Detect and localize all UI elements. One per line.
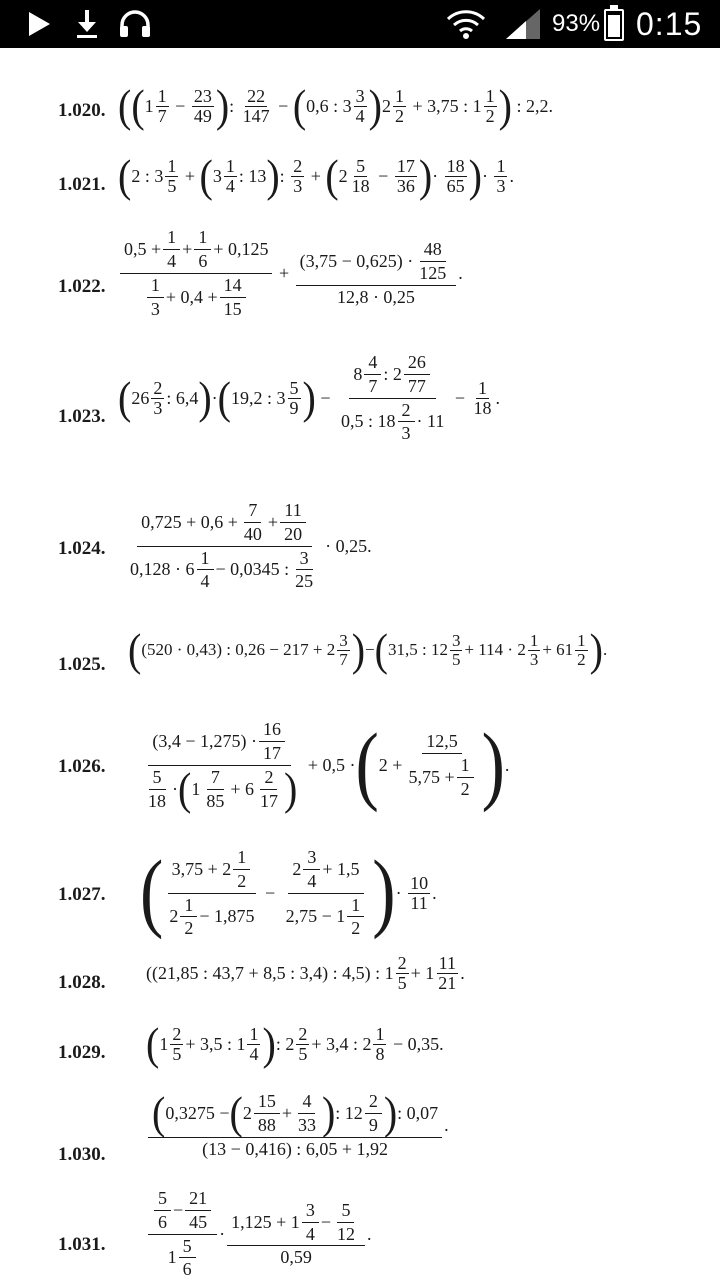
- problem-number: 1.026.: [58, 756, 106, 777]
- problem-number: 1.021.: [58, 174, 106, 195]
- problem-number: 1.028.: [58, 972, 106, 993]
- problem-number: 1.031.: [58, 1234, 106, 1255]
- problem-number: 1.022.: [58, 276, 106, 297]
- expression: ( ( 1 $\frac{1}{7}$ − $\frac{23}{49}$ ) : $\frac{22}{147}$ − ( 0,6 : 3 $\frac{3}{4}$ ) 2 $\frac{1}{2}$ + 3,75 : 1 $\frac{1}{2}$ ) : 2,2.: [118, 79, 553, 132]
- expression: 0,725 + 0,6 + $\frac{7}{40}$ + $\frac{11}{20}$ 0,128 · 6 $\frac{1}{4}$ − 0,0345 : $\frac{3}{25}$ · 0,25.: [130, 499, 372, 592]
- problem-number: 1.029.: [58, 1042, 106, 1063]
- download-icon: [74, 0, 100, 48]
- expression: ( 1 $\frac{2}{5}$ + 3,5 : 1 $\frac{1}{4}$ ) : 2 $\frac{2}{5}$ + 3,4 : 2 $\frac{1}{8}$ − 0,35.: [146, 1017, 444, 1070]
- wifi-icon: [446, 0, 486, 48]
- problem-number: 1.027.: [58, 884, 106, 905]
- problem-number: 1.030.: [58, 1144, 106, 1165]
- expression: ( (520 · 0,43) : 0,26 − 217 + 2 $\frac{3}{7}$ ) − ( 31,5 : 12 $\frac{3}{5}$ + 114 · 2 $\frac{1}{3}$ + 61 $\frac{1}{2}$ ) .: [128, 623, 608, 676]
- expression: 0,5 + $\frac{1}{4}$ + $\frac{1}{6}$ + 0,125 $\frac{1}{3}$ + 0,4 + $\frac{14}{15}$ + (3,75 − 0,625) · $\frac{48}{125}$ 12,8 · 0,25 .: [118, 228, 463, 319]
- expression: ( 2 : 3 $\frac{1}{5}$ + ( 3 $\frac{1}{4}$ : 13 ) : $\frac{2}{3}$ + ( 2 $\frac{5}{18}$ − $\frac{17}{36}$ ) · $\frac{18}{65}$ ) · $\frac{1}{3}$ .: [118, 149, 514, 202]
- headphones-icon: [118, 0, 152, 48]
- battery-percent: 93%: [552, 10, 601, 37]
- problem-number: 1.023.: [58, 406, 106, 427]
- play-icon: [26, 0, 52, 48]
- expression: $\frac{5}{6}$ − $\frac{21}{45}$ 1 $\frac{5}{6}$ · 1,125 + 1 $\frac{3}{4}$ − $\frac{5}{12}$ 0,59 .: [146, 1184, 371, 1284]
- expression: ( 3,75 + 2 $\frac{1}{2}$ 2 $\frac{1}{2}$ − 1,875 − 2 $\frac{3}{4}$ + 1,5 2,75 − 1 $\frac{1}{2}$ ) · $\frac{10}{11}$ .: [140, 844, 437, 941]
- signal-icon: [504, 0, 544, 48]
- battery-icon: [604, 9, 624, 41]
- expression: ((21,85 : 43,7 + 8,5 : 3,4) : 4,5) : 1 $\frac{2}{5}$ + 1 $\frac{11}{21}$ .: [146, 953, 465, 993]
- expression: ( 26 $\frac{2}{3}$ : 6,4 ) · ( 19,2 : 3 $\frac{5}{9}$ ) − 8 $\frac{4}{7}$ : 2 $\frac{26}{77}$ 0,5 : 18 $\frac{2}{3}$ · 11 − $\frac{1}{18}$ .: [118, 351, 500, 444]
- problem-page: [0, 48, 720, 1280]
- status-bar: [0, 0, 720, 48]
- expression: ( 0,3275 − ( 2 $\frac{15}{88}$ + $\frac{4}{33}$ ) : 12 $\frac{2}{9}$ ) : 0,07 (13 − 0,416) : 6,05 + 1,92 .: [146, 1092, 449, 1159]
- problem-number: 1.025.: [58, 654, 106, 675]
- clock: 0:15: [636, 6, 703, 42]
- problem-number: 1.024.: [58, 538, 106, 559]
- expression: (3,4 − 1,275) · $\frac{16}{17}$ $\frac{5}{18}$ · ( 1 $\frac{7}{85}$ + 6 $\frac{2}{17}$ ) + 0,5 · ( 2 + 12,5 5,75 + $\frac{1}{2}$ ) .: [148, 716, 510, 815]
- problem-number: 1.020.: [58, 100, 106, 121]
